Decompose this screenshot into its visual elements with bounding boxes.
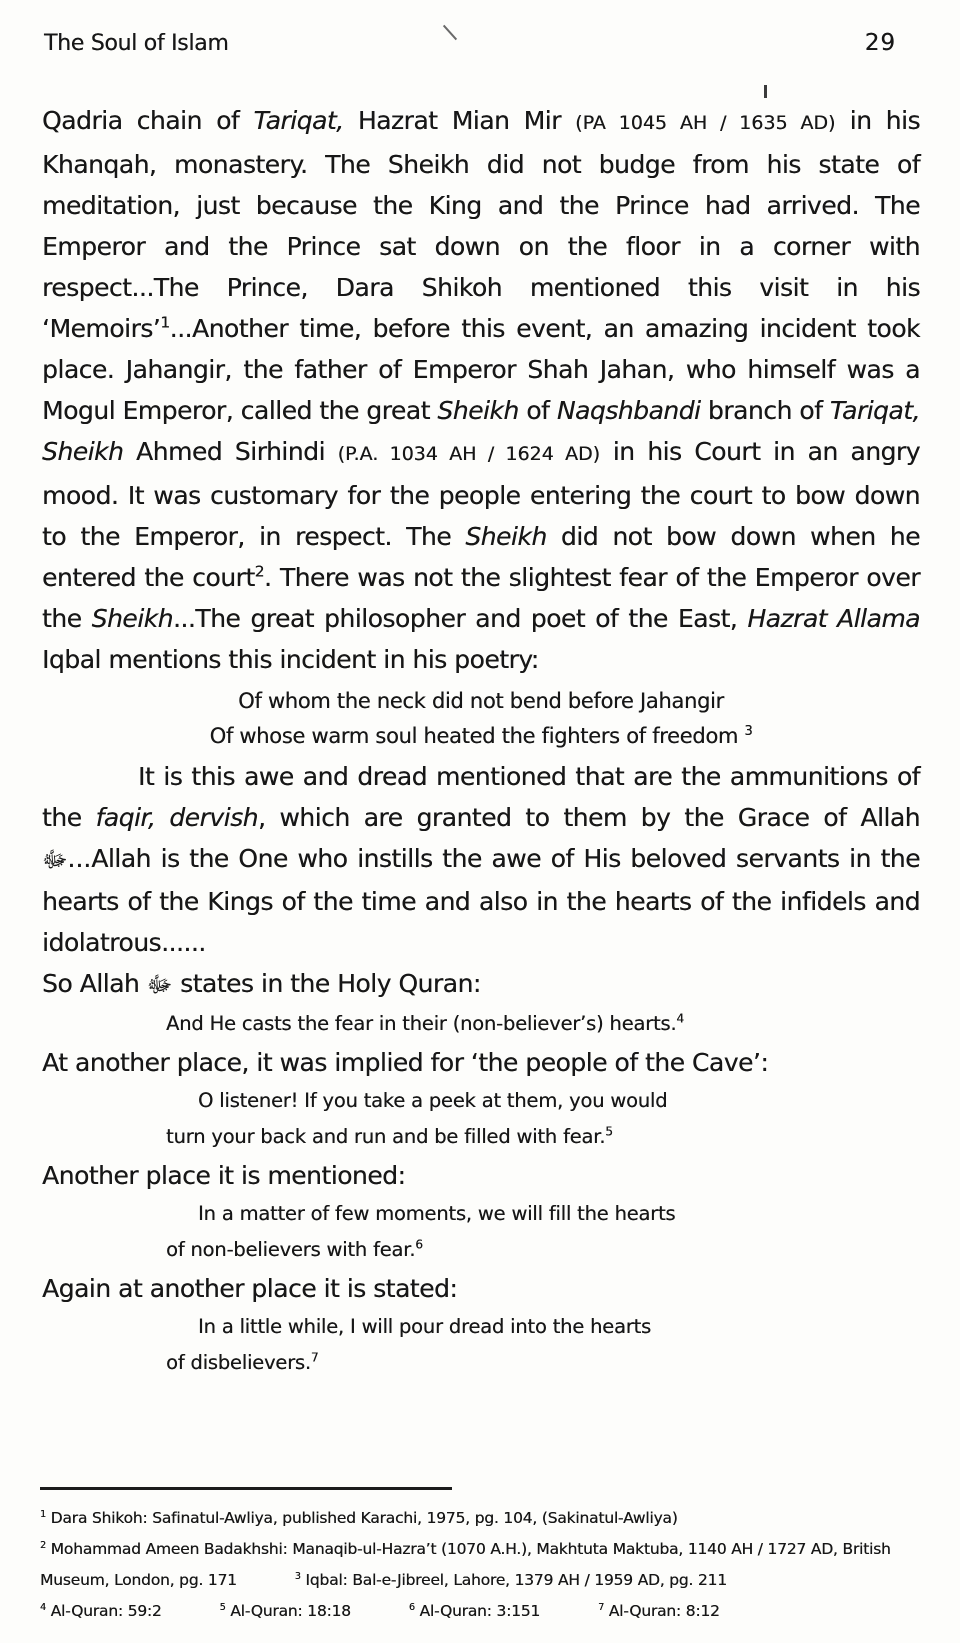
quran-quote-5 [166, 1083, 920, 1155]
page-header [0, 0, 960, 56]
footnotes-quran-refs-4-to-7: $^4$ Al-Quran: 59:2 $^5$ Al-Quran: 18:18 $^6$ Al-Quran: 3:151 $^7$ Al-Quran: 8:12 [40, 1601, 720, 1620]
body-paragraph-2: It is this awe and dread mentioned that are the ammunitions of the faqir, dervish, which are granted to them by the Grace of Allah ﷻ...Allah is the One who instills the awe of His beloved servants in the hearts of the Kings of the time and also in the hearts of the infidels and idolatrous...... [42, 762, 920, 957]
footnote-1: $^1$ Dara Shikoh: Safinatul-Awliya, published Karachi, 1975, pg. 104, (Sakinatul-Awliya) [40, 1508, 678, 1527]
quran-quote-4 [166, 1006, 920, 1042]
footnote-2-and-3: $^2$ Mohammad Ameen Badakhshi: Manaqib-ul-Hazra’t (1070 A.H.), Makhtuta Maktuba, 1140 AH / 1727 AD, British Museum, London, pg. 171 $^3$ Iqbal: Bal-e-Jibreel, Lahore, 1379 AH / 1959 AD, pg. 211 [40, 1539, 891, 1589]
poetry-couplet [42, 684, 920, 754]
body-paragraph-1: Qadria chain of Tariqat, Hazrat Mian Mir (PA 1045 AH / 1635 AD) in his Khanqah, monastery. The Sheikh did not budge from his state of meditation, just because the King and the Prince had arrived. The Emperor and the Prince sat down on the floor in a corner with respect...The Prince, Dara Shikoh mentioned this visit in his ‘Memoirs’$^1$...Another time, before this event, an amazing incident took place. Jahangir, the father of Emperor Shah Jahan, who himself was a Mogul Emperor, called the great Sheikh of Naqshbandi branch of Tariqat, Sheikh Ahmed Sirhindi (P.A. 1034 AH / 1624 AD) in his Court in an angry mood. It was customary for the people entering the court to bow down to the Emperor, in respect. The Sheikh did not bow down when he entered the court$^2$. There was not the slightest fear of the Emperor over the Sheikh...The great philosopher and poet of the East, Hazrat Allama Iqbal mentions this incident in his poetry: [42, 106, 920, 674]
quran-quote-6 [166, 1196, 920, 1268]
quran-lead-line: So Allah ﷻ states in the Holy Quran: [42, 969, 481, 998]
quote-line: of disbelievers.$^7$ [166, 1350, 319, 1374]
quote-line: In a little while, I will pour dread into the hearts [198, 1315, 651, 1338]
page-number: 29 [864, 30, 896, 56]
mentioned-lead-line: Another place it is mentioned: [42, 1161, 406, 1190]
poetry-line-2: Of whose warm soul heated the fighters of freedom $^3$ [209, 724, 753, 748]
quote-line: turn your back and run and be filled with fear.$^5$ [166, 1124, 613, 1148]
quote-line: O listener! If you take a peek at them, you would [198, 1089, 668, 1112]
running-header-title: The Soul of Islam [44, 31, 229, 56]
poetry-line-1: Of whom the neck did not bend before Jahangir [238, 689, 724, 713]
again-lead-line: Again at another place it is stated: [42, 1274, 458, 1303]
footnote-separator-rule [40, 1487, 452, 1490]
quote-line: of non-believers with fear.$^6$ [166, 1237, 423, 1261]
cave-lead-line: At another place, it was implied for ‘the people of the Cave’: [42, 1048, 769, 1077]
page-body [0, 100, 960, 1381]
quote-line: And He casts the fear in their (non-believer’s) hearts.$^4$ [166, 1011, 684, 1035]
scan-artifact-tick-mark [764, 85, 767, 98]
footnotes-section [40, 1487, 920, 1627]
quran-quote-7 [166, 1309, 920, 1381]
quote-line: In a matter of few moments, we will fill the hearts [198, 1202, 676, 1225]
